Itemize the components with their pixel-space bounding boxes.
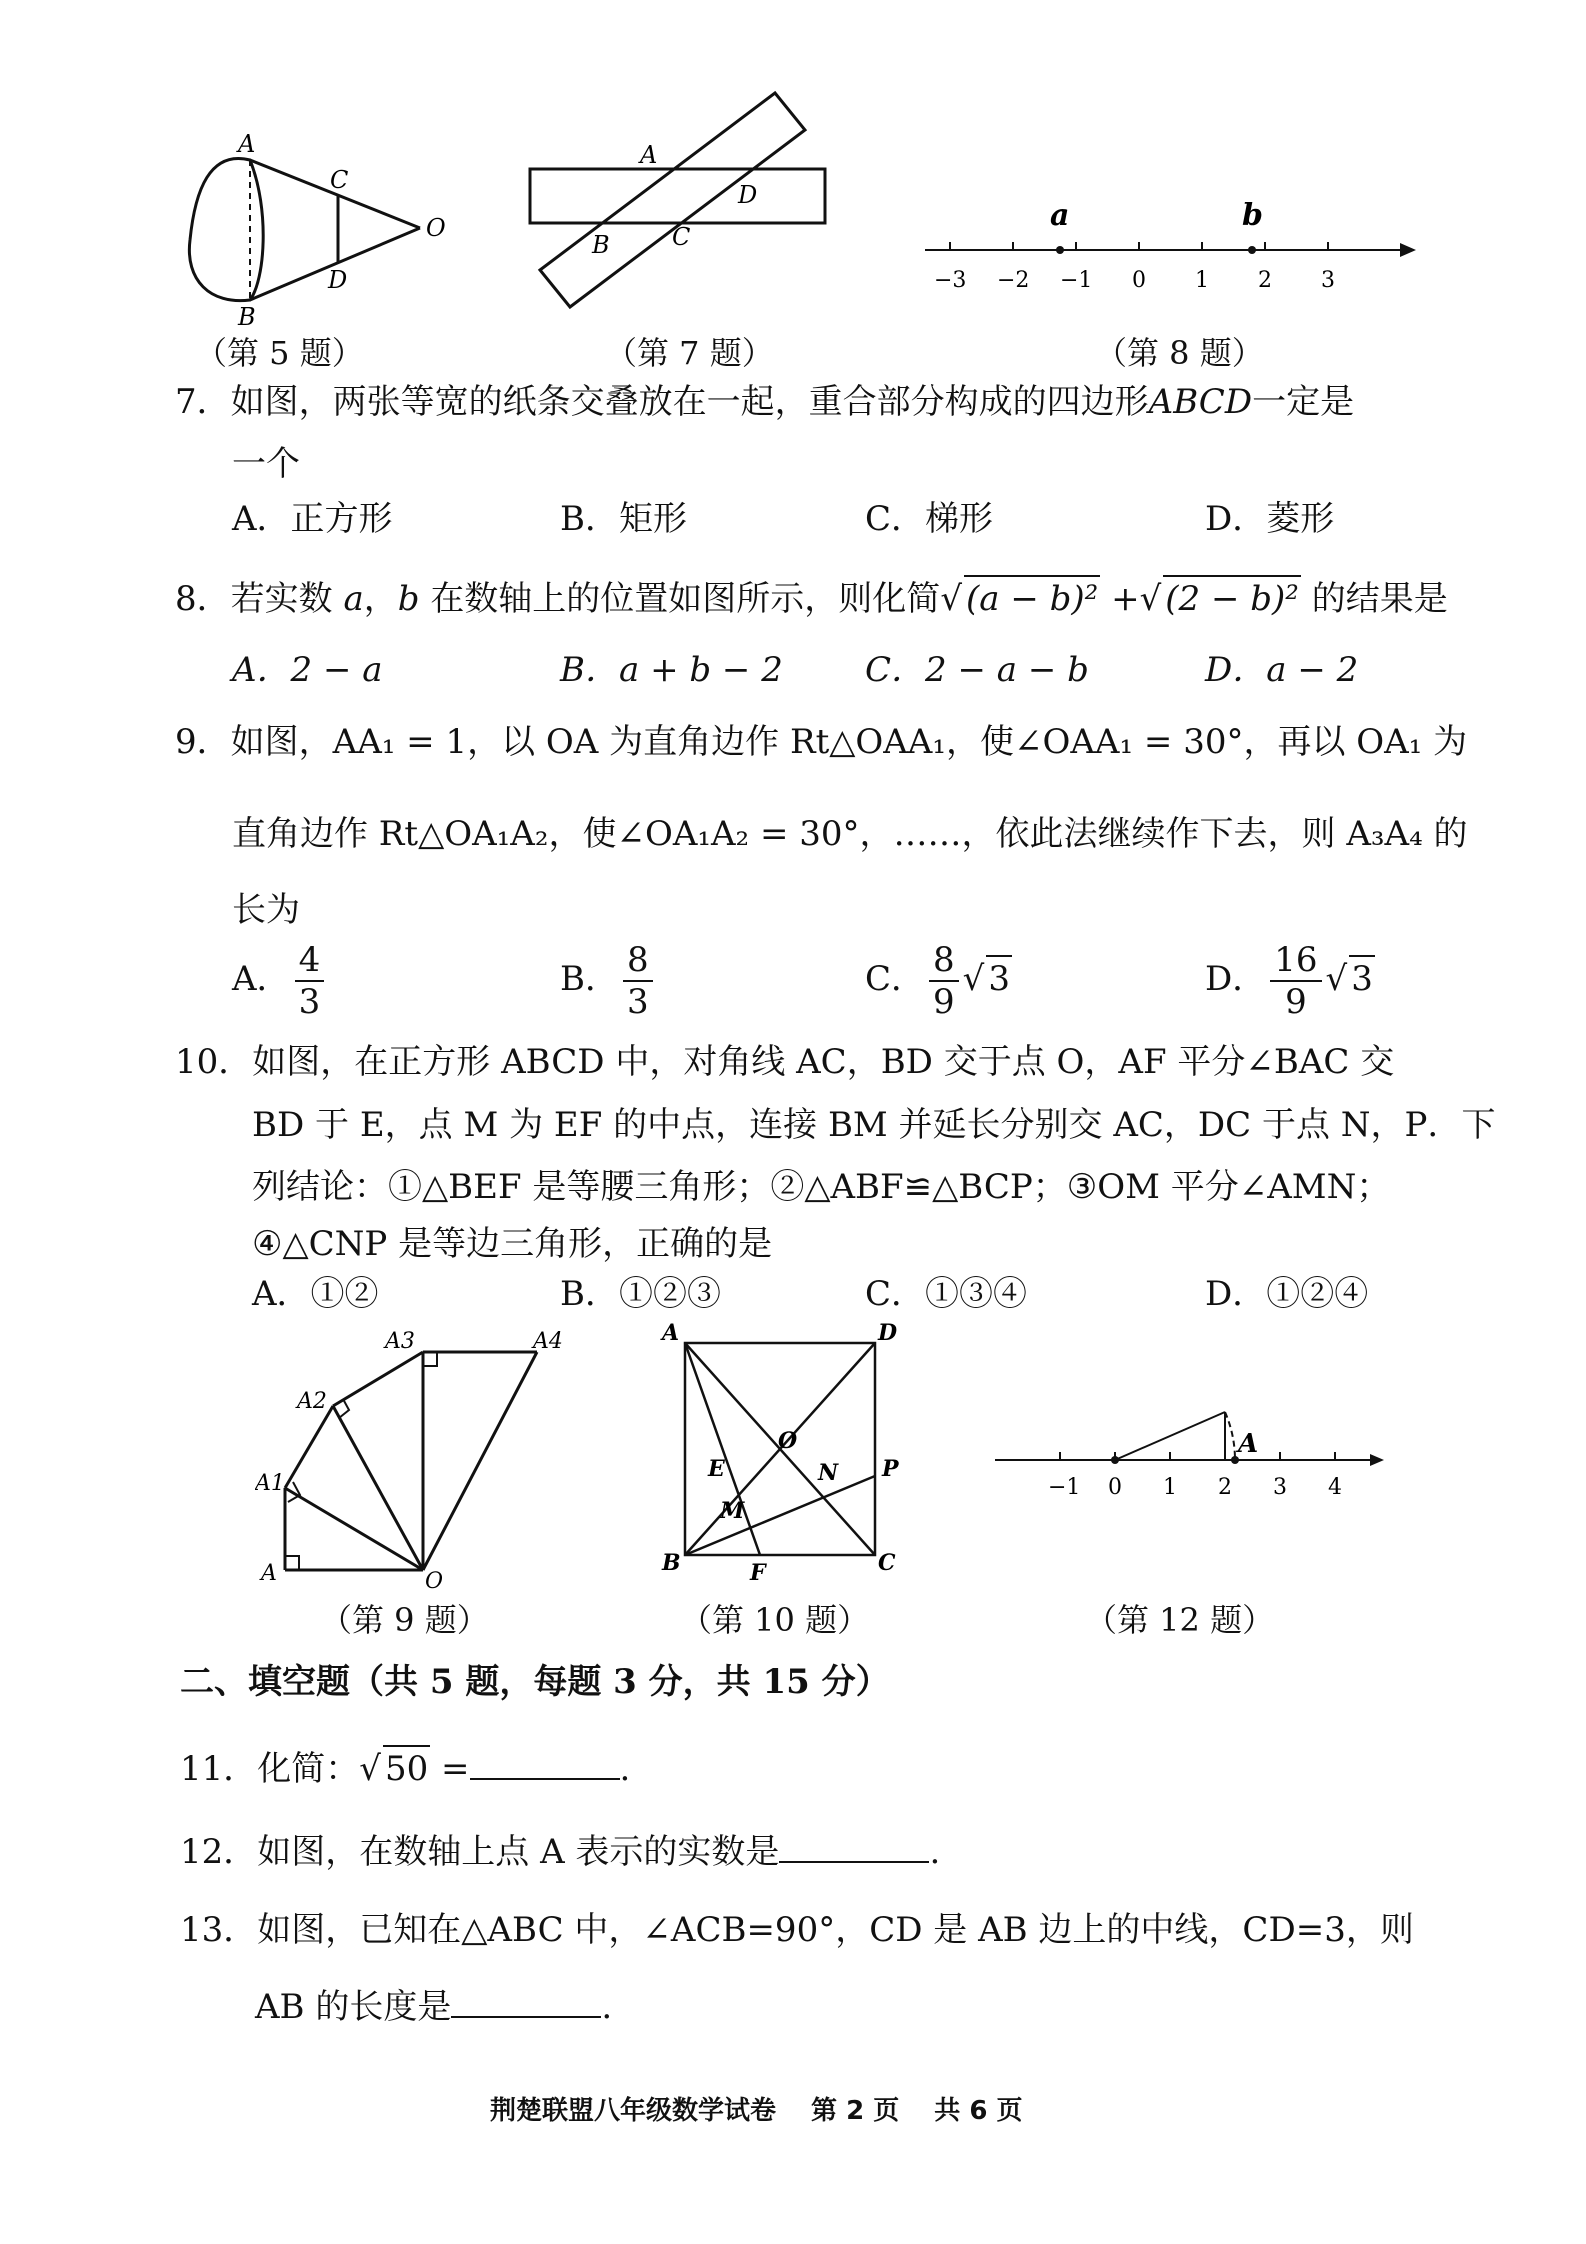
q13-number: 13．: [180, 1910, 258, 1950]
fig9-label-a4: A4: [533, 1330, 563, 1354]
q9-option-b: [560, 940, 657, 1022]
fig9-label-a3: A3: [385, 1330, 415, 1354]
q9-c-radical: 3: [986, 955, 1012, 1001]
q10-text: 如图，在正方形 ABCD 中，对角线 AC，BD 交于点 O，AF 平分∠BAC 交: [252, 1042, 1395, 1082]
q9-d-denominator: 9: [1285, 982, 1307, 1022]
q8-text-3: 的结果是: [1311, 579, 1448, 619]
q9-a-numerator: 4: [295, 940, 325, 982]
figure-7: [520, 85, 840, 315]
q8-option-c: C．2 − a − b: [865, 650, 1089, 690]
question-7: [175, 380, 1354, 424]
fig10-label-m: M: [720, 1498, 745, 1524]
q9-a-denominator: 3: [298, 982, 321, 1022]
section-2-title: 二、填空题（共 5 题，每题 3 分，共 15 分）: [180, 1662, 890, 1702]
q13-answer-blank[interactable]: [451, 1986, 601, 2018]
fig10-label-d: D: [878, 1320, 898, 1346]
fig7-label-b: B: [592, 231, 610, 259]
q8-option-a: A．2 − a: [232, 650, 383, 690]
q8-var-b: b: [397, 579, 420, 619]
fig7-label-c: C: [672, 223, 691, 251]
q9-b-denominator: 3: [627, 982, 649, 1022]
q7-option-b: B．矩形: [560, 499, 687, 539]
q10-line-4: ④△CNP 是等边三角形，正确的是: [252, 1224, 773, 1264]
q11-end: .: [619, 1749, 631, 1789]
q9-text: 如图，AA₁ = 1，以 OA 为直角边作 Rt△OAA₁，使∠OAA₁ = 30°，再以 OA₁ 为: [230, 722, 1468, 762]
question-10-line-1: [175, 1040, 1394, 1084]
q9-line-3: 长为: [232, 890, 300, 930]
q8-plus: +: [1111, 579, 1140, 619]
q8-var-a: a: [343, 579, 364, 619]
q12-answer-blank[interactable]: [779, 1831, 929, 1863]
figure-12: [990, 1390, 1390, 1520]
q10-line-3: 列结论：①△BEF 是等腰三角形；②△ABF≌△BCP；③OM 平分∠AMN；: [252, 1167, 1391, 1207]
q8-text: 若实数: [230, 579, 333, 619]
q11-text: 化简：: [257, 1749, 360, 1789]
q11-number: 11．: [180, 1749, 258, 1789]
q9-option-b-label: B．: [560, 959, 619, 999]
fig12-tick: −1: [1048, 1475, 1081, 1500]
figure-8: [920, 195, 1420, 305]
q9-line-2: 直角边作 Rt△OA₁A₂，使∠OA₁A₂ = 30°，……，依此法继续作下去，则 A₃A₄ 的: [232, 814, 1468, 854]
q12-end: .: [929, 1832, 941, 1872]
q9-option-d: D． $\frac{16}{9}$ √ 3: [1205, 940, 1373, 1022]
q8-option-d: D．a − 2: [1205, 650, 1359, 690]
fig5-label-a: A: [238, 130, 256, 158]
q9-c-denominator: 9: [933, 982, 955, 1022]
fig9-label-a1: A1: [255, 1471, 285, 1496]
fig10-label-p: P: [882, 1456, 899, 1482]
q7-option-c: C．梯形: [865, 499, 994, 539]
q9-option-a: [232, 940, 328, 1022]
q13-text-2: AB 的长度是: [255, 1987, 452, 2027]
q10-option-d: D．①②④: [1205, 1274, 1369, 1314]
q11-equals: =: [441, 1749, 470, 1789]
q10-number: 10．: [175, 1042, 253, 1082]
q10-option-a: A．①②: [252, 1274, 379, 1314]
fig10-label-f: F: [750, 1560, 766, 1586]
fig10-label-o: O: [778, 1428, 798, 1454]
fig12-tick: 1: [1163, 1475, 1177, 1500]
question-8: 8．若实数 a，b 在数轴上的位置如图所示，则化简√ (a − b)² +√ (2 − b)² 的结果是: [175, 575, 1448, 621]
q7-line-2: 一个: [232, 444, 300, 484]
q11-answer-blank[interactable]: [470, 1748, 620, 1780]
fig12-tick: 4: [1328, 1475, 1342, 1500]
fig12-point-a: A: [1238, 1429, 1259, 1459]
fig12-tick: 3: [1273, 1475, 1287, 1500]
q9-option-c: C． $\frac{8}{9}$ √ 3: [865, 940, 1010, 1022]
page-footer: 荆楚联盟八年级数学试卷 第 2 页 共 6 页: [490, 2096, 1023, 2126]
question-12: [180, 1830, 940, 1874]
q8-option-b: B．a + b − 2: [560, 650, 783, 690]
q13-end: .: [601, 1987, 613, 2027]
q8-radical-1: (a − b)²: [964, 575, 1100, 621]
q9-option-a-label: A．: [232, 959, 291, 999]
q8-radical-2: (2 − b)²: [1163, 575, 1301, 621]
q7-number: 7．: [175, 382, 231, 422]
fig8-tick: 2: [1258, 268, 1272, 293]
q9-d-numerator: 16: [1270, 940, 1321, 982]
q9-option-c-label: C．: [865, 959, 926, 999]
fig10-label-e: E: [708, 1456, 725, 1482]
figure-10: [650, 1318, 910, 1588]
fig12-caption: （第 12 题）: [1085, 1601, 1275, 1639]
q10-option-c: C．①③④: [865, 1274, 1028, 1314]
fig9-label-o: O: [425, 1569, 444, 1590]
fig5-label-b: B: [238, 303, 256, 330]
fig7-label-a: A: [640, 141, 658, 169]
q8-comma: ，: [363, 579, 398, 619]
fig8-tick: −1: [1060, 268, 1093, 293]
q10-option-b: B．①②③: [560, 1274, 721, 1314]
q12-number: 12．: [180, 1832, 258, 1872]
q9-c-numerator: 8: [929, 940, 959, 982]
question-13: [180, 1908, 1414, 1952]
q7-text-2: 一定是: [1252, 382, 1355, 422]
fig12-tick: 0: [1108, 1475, 1122, 1500]
q9-d-radical: 3: [1349, 955, 1375, 1001]
q8-number: 8．: [175, 579, 231, 619]
fig7-caption: （第 7 题）: [605, 334, 774, 372]
q7-option-d: D．菱形: [1205, 499, 1335, 539]
q9-option-d-label: D．: [1205, 959, 1267, 999]
fig8-tick: 0: [1132, 268, 1146, 293]
fig12-tick: 2: [1218, 1475, 1232, 1500]
q7-text: 如图，两张等宽的纸条交叠放在一起，重合部分构成的四边形: [230, 382, 1149, 422]
q8-text-2: 在数轴上的位置如图所示，则化简: [430, 579, 941, 619]
fig8-tick: 3: [1321, 268, 1335, 293]
q7-abcd: ABCD: [1148, 382, 1253, 422]
fig10-caption: （第 10 题）: [680, 1601, 870, 1639]
fig7-label-d: D: [738, 181, 758, 209]
fig8-point-b: b: [1242, 198, 1263, 233]
fig10-label-n: N: [818, 1460, 839, 1486]
q12-text: 如图，在数轴上点 A 表示的实数是: [257, 1832, 780, 1872]
fig10-label-c: C: [878, 1550, 896, 1576]
q13-text: 如图，已知在△ABC 中，∠ACB=90°，CD 是 AB 边上的中线，CD=3，则: [257, 1910, 1414, 1950]
fig5-label-d: D: [328, 266, 348, 294]
fig8-point-a: a: [1050, 198, 1070, 233]
fig9-label-a2: A2: [297, 1389, 327, 1414]
fig5-label-c: C: [330, 166, 349, 194]
fig9-caption: （第 9 题）: [320, 1601, 489, 1639]
fig9-label-a: A: [261, 1561, 277, 1586]
q7-option-a: A．正方形: [232, 499, 393, 539]
fig8-tick: −3: [934, 268, 967, 293]
figure-5: [180, 130, 460, 330]
fig5-label-o: O: [426, 214, 446, 242]
question-9-line-1: [175, 720, 1467, 764]
q13-line-2: [255, 1985, 612, 2029]
fig5-caption: （第 5 题）: [195, 334, 364, 372]
q9-number: 9．: [175, 722, 231, 762]
figure-9: [255, 1330, 585, 1590]
question-11: 11．化简：√ 50 = .: [180, 1745, 630, 1791]
fig10-label-b: B: [662, 1550, 681, 1576]
q11-radical: 50: [383, 1745, 430, 1791]
q10-line-2: BD 于 E，点 M 为 EF 的中点，连接 BM 并延长分别交 AC，DC 于点 N，P．下: [252, 1105, 1496, 1145]
q9-b-numerator: 8: [623, 940, 653, 982]
fig10-label-a: A: [662, 1320, 680, 1346]
fig8-tick: −2: [997, 268, 1030, 293]
fig8-caption: （第 8 题）: [1095, 334, 1264, 372]
fig8-tick: 1: [1195, 268, 1209, 293]
